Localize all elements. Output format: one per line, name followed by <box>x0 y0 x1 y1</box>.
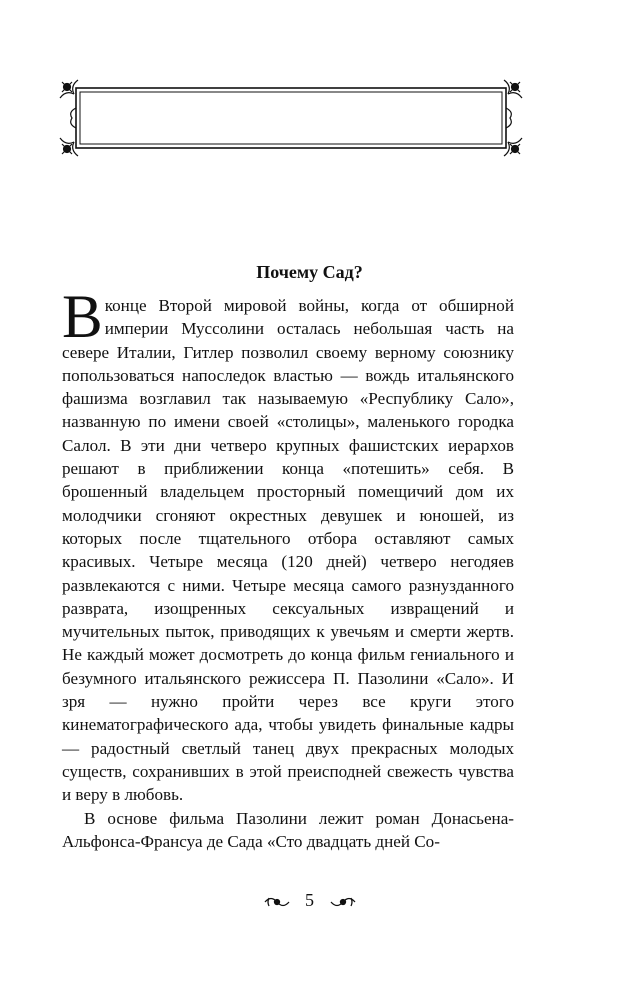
page-footer <box>0 890 619 911</box>
ornamental-frame-icon <box>58 78 524 158</box>
paragraph <box>62 284 514 807</box>
fleuron-icon <box>329 894 357 910</box>
drop-cap: В <box>62 284 103 351</box>
fleuron-icon <box>263 894 291 910</box>
chapter-title: Почему Сад? <box>256 262 363 282</box>
body-text <box>62 284 514 853</box>
page-number: 5 <box>305 890 314 910</box>
paragraph: В основе фильма Пазолини лежит роман Донасьена-Альфонса-Франсуа де Сада «Сто двадцать дней Со- <box>62 808 514 851</box>
paragraph-text: конце Второй мировой войны, когда от обширной империи Муссолини осталась небольшая часть на севере Италии, Гитлер позволил своему верному союзнику попользоваться напоследок властью — вождь итальянского фашизма возглавил так называемую «Республику Сало», названную по имени своей «столицы», маленького городка Салол. В эти дни четверо крупных фашистских иерархов решают в приближении конца «потешить» себя. В брошенный владельцем просторный помещичий дом их молодчики сгоняют окрестных девушек и юношей, из которых после тщательного отбора оставляют самых красивых. Четыре месяца (120 дней) четверо негодяев развлекаются с ними. Четыре месяца самого разнузданного разврата, изощренных сексуальных извращений и мучительных пыток, приводящих к увечьям и смерти жертв. Не каждый может досмотреть до конца фильм гениального и безумного итальянского режиссера П. Пазолини «Сало». И зря — нужно пройти через все круги этого кинематографического ада, чтобы увидеть финальные кадры — радостный светлый танец двух прекрасных молодых существ, сохранивших в этой преисподней свежесть чувства и веру в любовь. <box>62 296 514 805</box>
